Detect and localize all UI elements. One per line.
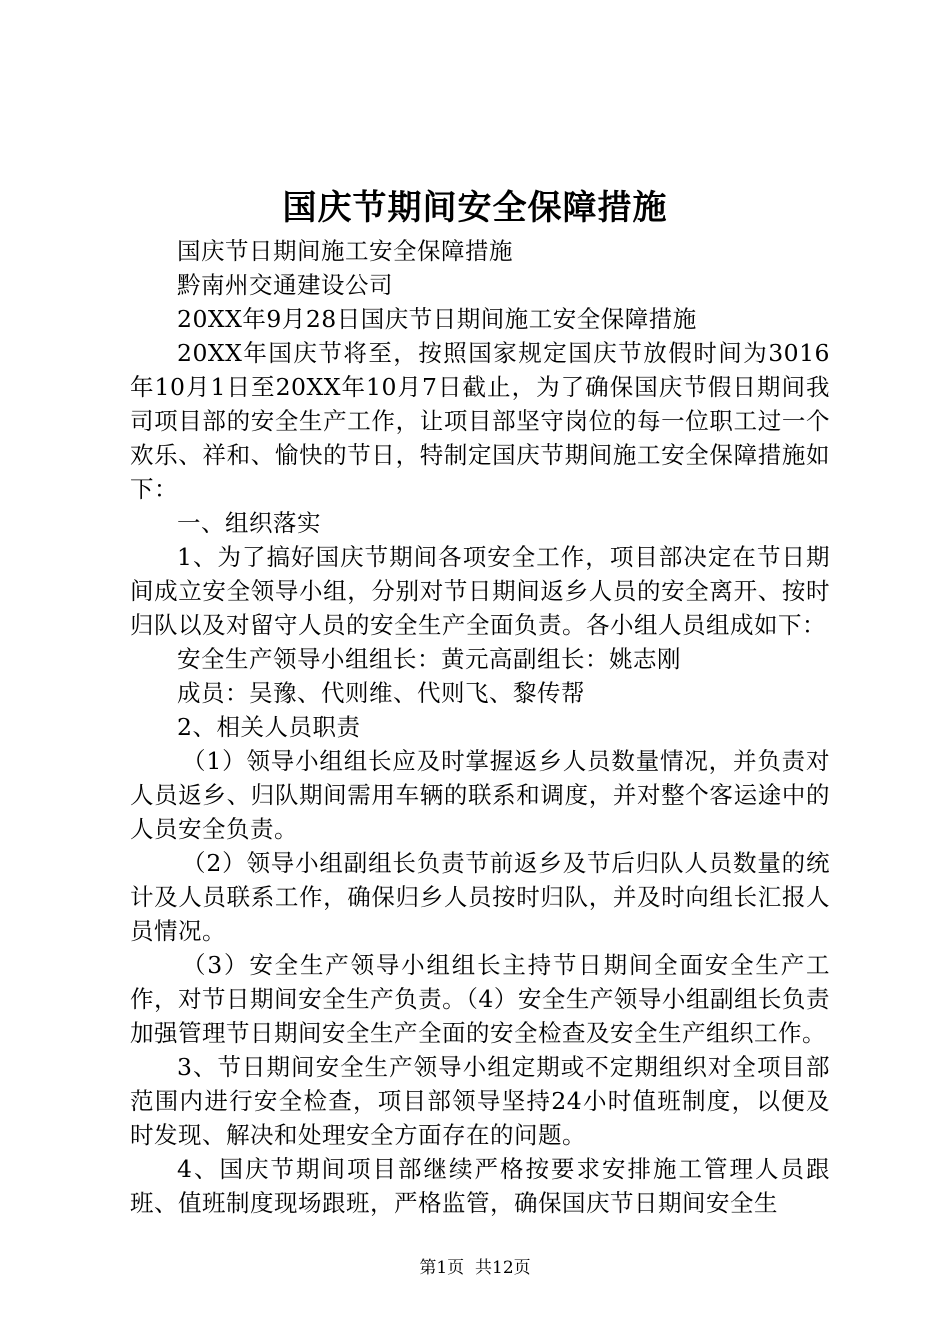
duty-3-paragraph: （3）安全生产领导小组组长主持节日期间全面安全生产工作，对节日期间安全生产负责。（4）安全生产领导小组副组长负责加强管理节日期间安全生产全面的安全检查及安全生产组织工作。 bbox=[130, 951, 830, 1047]
intro-paragraph: 20XX年国庆节将至，按照国家规定国庆节放假时间为3016年10月1日至20XX年10月7日截止，为了确保国庆节假日期间我司项目部的安全生产工作，让项目部坚守岗位的每一位职工过一个欢乐、祥和、愉快的节日，特制定国庆节期间施工安全保障措施如下： bbox=[130, 339, 830, 503]
document-body bbox=[130, 234, 830, 1220]
section-heading-organization: 一、组织落实 bbox=[177, 509, 321, 537]
page-total: 共12页 bbox=[475, 1258, 531, 1278]
company-paragraph: 黔南州交通建设公司 bbox=[177, 271, 393, 299]
page-footer bbox=[0, 1256, 950, 1280]
date-paragraph: 20XX年9月28日国庆节日期间施工安全保障措施 bbox=[177, 305, 697, 333]
members-paragraph: 成员：吴豫、代则维、代则飞、黎传帮 bbox=[177, 679, 585, 707]
duty-1-paragraph: （1）领导小组组长应及时掌握返乡人员数量情况，并负责对人员返乡、归队期间需用车辆的联系和调度，并对整个客运途中的人员安全负责。 bbox=[130, 747, 830, 843]
item-4-paragraph: 4、国庆节期间项目部继续严格按要求安排施工管理人员跟班、值班制度现场跟班，严格监管，确保国庆节日期间安全生 bbox=[130, 1155, 830, 1217]
page-number: 第1页 bbox=[419, 1258, 465, 1278]
item-2-heading: 2、相关人员职责 bbox=[177, 713, 361, 741]
item-1-paragraph: 1、为了搞好国庆节期间各项安全工作，项目部决定在节日期间成立安全领导小组，分别对节日期间返乡人员的安全离开、按时归队以及对留守人员的安全生产全面负责。各小组人员组成如下： bbox=[130, 543, 830, 639]
item-3-paragraph: 3、节日期间安全生产领导小组定期或不定期组织对全项目部范围内进行安全检查，项目部领导坚持24小时值班制度，以便及时发现、解决和处理安全方面存在的问题。 bbox=[130, 1053, 830, 1149]
leaders-paragraph: 安全生产领导小组组长：黄元高副组长：姚志刚 bbox=[177, 645, 681, 673]
document-title: 国庆节期间安全保障措施 bbox=[282, 188, 668, 228]
duty-2-paragraph: （2）领导小组副组长负责节前返乡及节后归队人员数量的统计及人员联系工作，确保归乡人员按时归队，并及时向组长汇报人员情况。 bbox=[130, 849, 830, 945]
subtitle-paragraph: 国庆节日期间施工安全保障措施 bbox=[177, 237, 513, 265]
